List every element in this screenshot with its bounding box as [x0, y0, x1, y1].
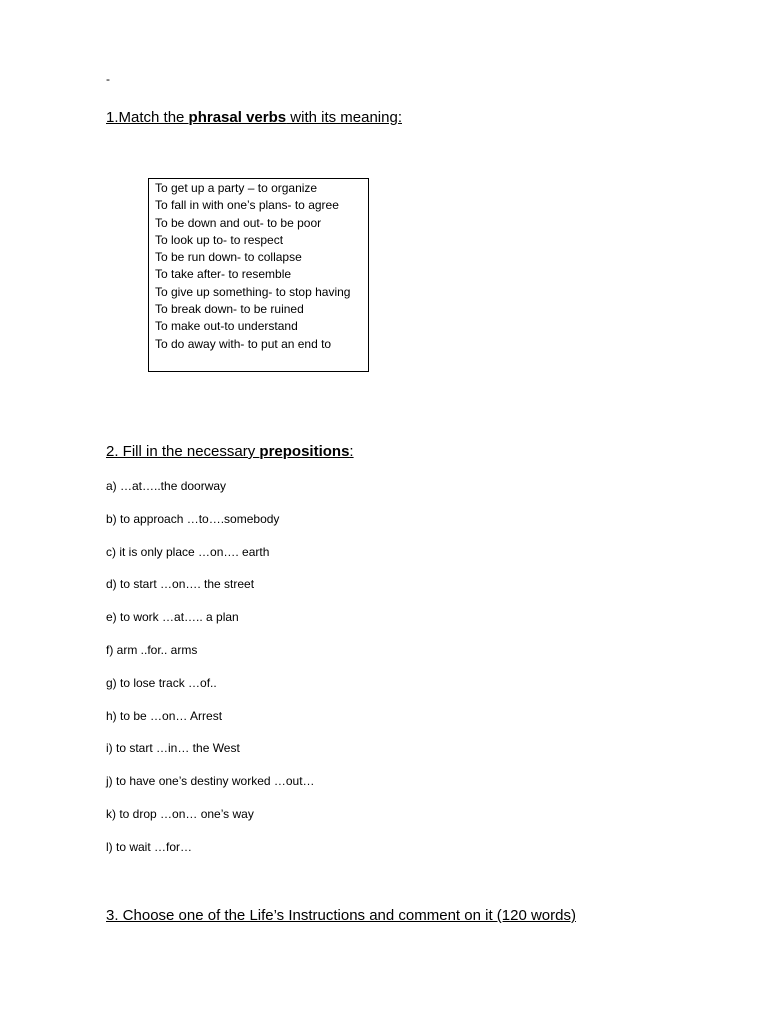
section-2-heading [106, 442, 354, 462]
section-2-heading-suffix: : [349, 443, 354, 460]
preposition-item: b) to approach …to….somebody [106, 511, 280, 526]
top-mark: - [106, 72, 110, 86]
section-3-heading: 3. Choose one of the Life’s Instructions and comment on it (120 words) [106, 907, 576, 924]
preposition-item: k) to drop …on… one’s way [106, 806, 254, 821]
section-1-heading-bold: phrasal verbs [188, 109, 287, 126]
preposition-item: f) arm ..for.. arms [106, 642, 198, 657]
preposition-item: i) to start …in… the West [106, 741, 240, 756]
phrasal-verbs-list [155, 180, 368, 353]
preposition-item: e) to work …at….. a plan [106, 610, 239, 625]
phrasal-verb-item: To be down and out- to be poor [155, 215, 322, 230]
preposition-item: g) to lose track …of.. [106, 675, 217, 690]
section-1-heading-suffix: with its meaning: [286, 109, 402, 126]
preposition-item: l) to wait …for… [106, 839, 193, 854]
preposition-item: j) to have one’s destiny worked …out… [106, 774, 315, 789]
prepositions-list [106, 478, 315, 872]
phrasal-verb-item: To give up something- to stop having [155, 284, 351, 299]
section-1-heading [106, 108, 402, 128]
preposition-item: c) it is only place …on…. earth [106, 544, 270, 559]
phrasal-verb-item: To be run down- to collapse [155, 250, 302, 265]
preposition-item: d) to start …on…. the street [106, 577, 255, 592]
phrasal-verb-item: To make out-to understand [155, 319, 298, 334]
phrasal-verb-item: To get up a party – to organize [155, 181, 318, 195]
phrasal-verb-item: To take after- to resemble [155, 267, 292, 282]
phrasal-verb-item: To do away with- to put an end to [155, 336, 332, 351]
section-2-heading-prefix: 2. Fill in the necessary [106, 443, 260, 460]
preposition-item: a) …at…..the doorway [106, 479, 227, 493]
phrasal-verb-item: To break down- to be ruined [155, 302, 304, 317]
section-2-heading-bold: prepositions [259, 443, 350, 460]
preposition-item: h) to be …on… Arrest [106, 708, 223, 723]
phrasal-verb-item: To fall in with one’s plans- to agree [155, 198, 339, 213]
phrasal-verbs-box [148, 178, 369, 372]
section-1-heading-prefix: 1.Match the [106, 109, 189, 126]
phrasal-verb-item: To look up to- to respect [155, 232, 284, 247]
